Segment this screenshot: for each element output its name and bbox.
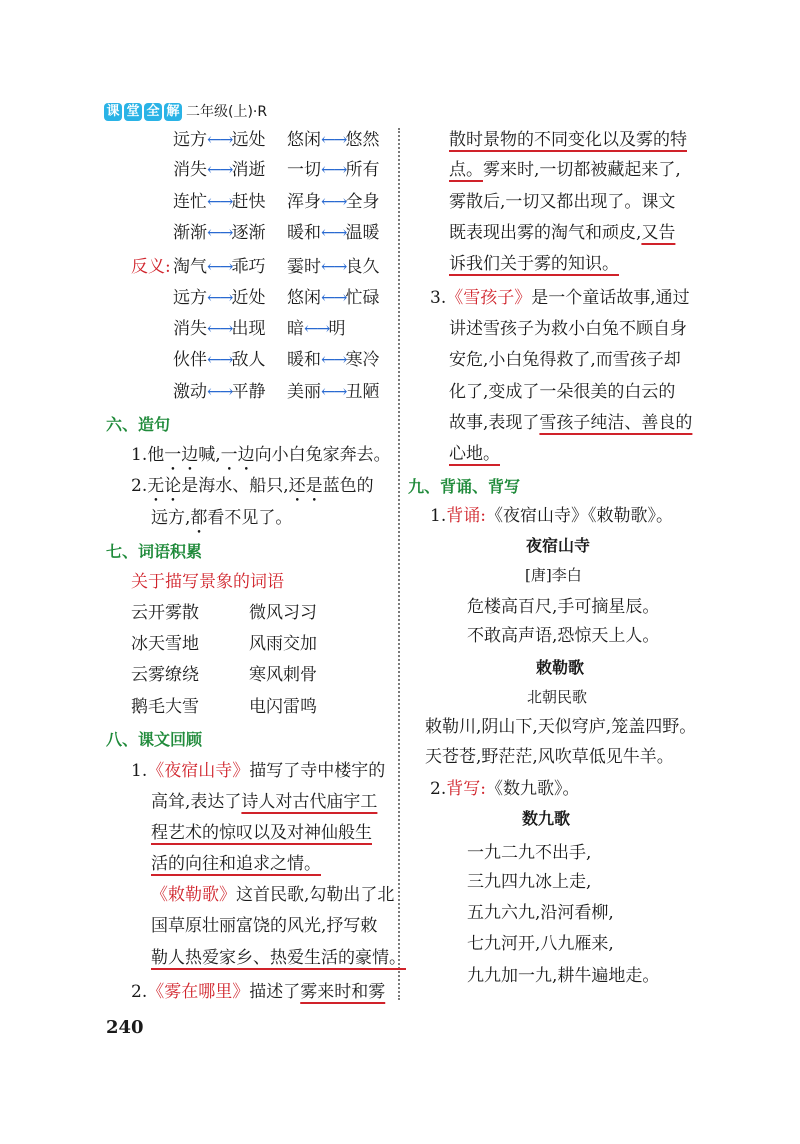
poem-line: 敕勒川,阴山下,天似穹庐,笼盖四野。 xyxy=(425,717,697,737)
review-paragraph-line: 化了,变成了一朵很美的白云的 xyxy=(449,382,676,402)
badge-char: 解 xyxy=(164,103,182,121)
word-pair: 伙伴←→敌人 xyxy=(173,350,266,370)
idiom: 寒风刺骨 xyxy=(249,665,317,685)
poem-line: 五九六九,沿河看柳, xyxy=(467,903,614,923)
word-pair: 消失←→出现 xyxy=(173,319,266,339)
review-paragraph-line: 国草原壮丽富饶的风光,抒写敕 xyxy=(151,916,378,936)
poem-title: 数九歌 xyxy=(522,809,571,828)
review-paragraph-line: 既表现出雾的淘气和顽皮,又告 xyxy=(449,223,676,243)
word-pair: 远方←→远处 xyxy=(173,130,266,150)
review-paragraph-line: 雾散后,一切又都出现了。课文 xyxy=(449,192,676,212)
word-pair: 暗←→明 xyxy=(287,319,346,339)
idiom: 冰天雪地 xyxy=(131,634,199,654)
poem-line: 七九河开,八九雁来, xyxy=(467,934,614,954)
badge-char: 课 xyxy=(104,103,122,121)
recite-item: 1.背诵:《夜宿山寺》《敕勒歌》。 xyxy=(430,506,673,526)
word-group-heading: 关于描写景象的词语 xyxy=(131,572,284,592)
word-pair: 激动←→平静 xyxy=(173,382,266,402)
poem-title: 敕勒歌 xyxy=(536,658,585,677)
word-pair: 美丽←→丑陋 xyxy=(287,382,380,402)
review-paragraph-line: 诉我们关于雾的知识。 xyxy=(449,254,619,274)
section-heading: 七、词语积累 xyxy=(106,542,203,561)
word-pair: 消失←→消逝 xyxy=(173,160,266,180)
word-pair: 连忙←→赶快 xyxy=(173,192,266,212)
poem-line: 九九加一九,耕牛遍地走。 xyxy=(467,966,660,986)
poem-line: 一九二九不出手, xyxy=(467,843,592,863)
header-subtitle: 二年级(上)·R xyxy=(186,104,268,120)
poem-line: 天苍苍,野茫茫,风吹草低见牛羊。 xyxy=(425,747,674,767)
review-paragraph-line: 点。雾来时,一切都被藏起来了, xyxy=(449,160,681,180)
word-pair: 渐渐←→逐渐 xyxy=(173,223,266,243)
review-paragraph-line: 1.《夜宿山寺》描写了寺中楼宇的 xyxy=(131,761,386,781)
idiom: 鹅毛大雪 xyxy=(131,697,199,717)
sentence-2-cont: 远方,都看不见了。 xyxy=(151,508,293,528)
review-paragraph-line: 散时景物的不同变化以及雾的特 xyxy=(449,130,687,150)
section-heading: 九、背诵、背写 xyxy=(408,477,521,496)
sentence-1: 1.他一边喊,一边向小白兔家奔去。 xyxy=(131,445,391,465)
review-paragraph-line: 《敕勒歌》这首民歌,勾勒出了北 xyxy=(151,885,395,905)
word-pair: 悠闲←→忙碌 xyxy=(287,288,380,308)
word-pair: 一切←→所有 xyxy=(287,160,380,180)
review-paragraph-line: 2.《雾在哪里》描述了雾来时和雾 xyxy=(131,982,386,1002)
review-paragraph-line: 活的向往和追求之情。 xyxy=(151,854,321,874)
word-pair: 悠闲←→悠然 xyxy=(287,130,380,150)
section-heading: 八、课文回顾 xyxy=(106,730,203,749)
poem-line: 危楼高百尺,手可摘星辰。 xyxy=(467,597,660,617)
review-paragraph-line: 讲述雪孩子为救小白兔不顾自身 xyxy=(449,319,687,339)
review-paragraph-line: 3.《雪孩子》是一个童话故事,通过 xyxy=(430,288,690,308)
antonym-label: 反义: xyxy=(131,257,171,277)
word-pair: 淘气←→乖巧 xyxy=(173,257,266,277)
idiom: 云开雾散 xyxy=(131,603,199,623)
header-badge xyxy=(104,103,182,121)
word-pair: 暖和←→温暖 xyxy=(287,223,380,243)
word-pair: 霎时←→良久 xyxy=(287,257,380,277)
column-divider xyxy=(398,128,400,1000)
sentence-2: 2.无论是海水、船只,还是蓝色的 xyxy=(131,476,374,496)
word-pair: 暖和←→寒冷 xyxy=(287,350,380,370)
review-paragraph-line: 勒人热爱家乡、热爱生活的豪情。 xyxy=(151,948,406,968)
review-paragraph-line: 程艺术的惊叹以及对神仙般生 xyxy=(151,823,372,843)
page-number: 240 xyxy=(106,1017,144,1038)
recite-item: 2.背写:《数九歌》。 xyxy=(430,779,580,799)
idiom: 云雾缭绕 xyxy=(131,665,199,685)
idiom: 微风习习 xyxy=(249,603,317,623)
badge-char: 堂 xyxy=(124,103,142,121)
poem-line: 不敢高声语,恐惊天上人。 xyxy=(467,626,660,646)
review-paragraph-line: 心地。 xyxy=(449,444,500,464)
idiom: 风雨交加 xyxy=(249,634,317,654)
badge-char: 全 xyxy=(144,103,162,121)
poem-author: [唐]李白 xyxy=(525,566,582,584)
review-paragraph-line: 安危,小白兔得救了,而雪孩子却 xyxy=(449,350,681,370)
review-paragraph-line: 故事,表现了雪孩子纯洁、善良的 xyxy=(449,413,693,433)
poem-line: 三九四九冰上走, xyxy=(467,872,592,892)
poem-title: 夜宿山寺 xyxy=(526,536,591,555)
poem-author: 北朝民歌 xyxy=(527,688,588,706)
review-paragraph-line: 高耸,表达了诗人对古代庙宇工 xyxy=(151,792,378,812)
word-pair: 浑身←→全身 xyxy=(287,192,380,212)
section-heading: 六、造句 xyxy=(106,415,171,434)
idiom: 电闪雷鸣 xyxy=(249,697,317,717)
word-pair: 远方←→近处 xyxy=(173,288,266,308)
